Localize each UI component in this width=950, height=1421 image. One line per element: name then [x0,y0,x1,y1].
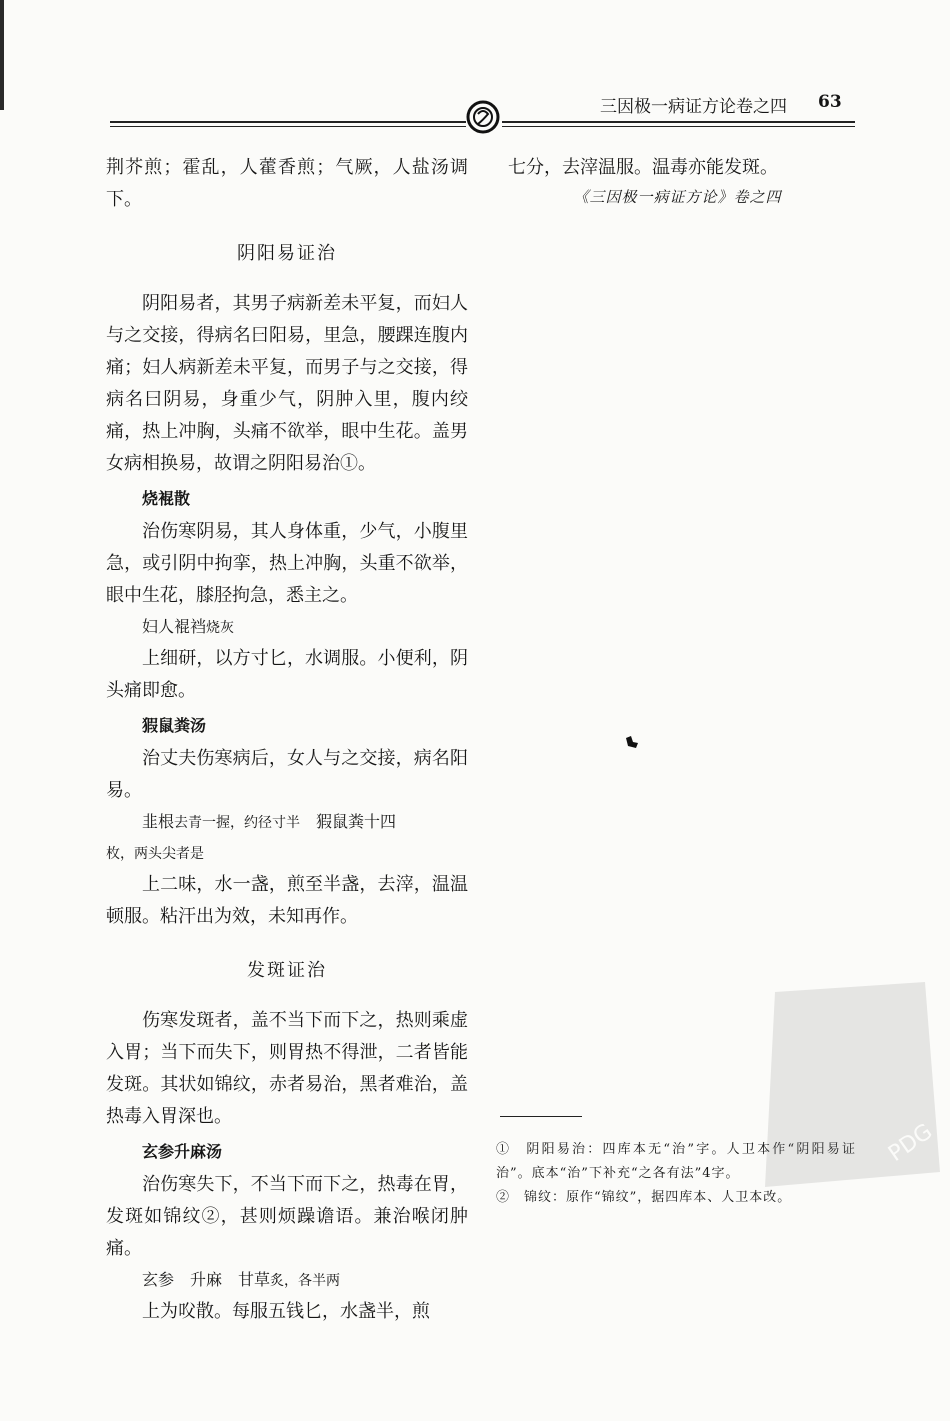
continuation-text: 荆芥煎；霍乱，人藿香煎；气厥，人盐汤调下。 [106,157,468,210]
ingredient-name: 妇人裩裆 [142,617,207,636]
ingredient-note: 去青一握，约径寸半 [174,815,301,831]
scan-edge [0,0,4,110]
footnote-divider [500,1116,582,1117]
ink-blot-icon [624,734,640,750]
section-title-faban: 发斑证治 [247,960,327,981]
header-rule-left [110,121,466,123]
library-watermark [745,972,945,1192]
continuation-text-right: 七分，去滓温服。温毒亦能发斑。 [508,157,778,178]
ingredient-name: 猳鼠粪十四 [316,812,397,831]
prescription-title-1: 烧裩散 [142,489,191,508]
ingredient-list-2 [106,807,468,869]
section-body-yinyang: 阴阳易者，其男子病新差未平复，而妇人与之交接，得病名曰阳易，里急，腰踝连腹内痛；妇人病新差未平复，而男子与之交接，得病名曰阴易，身重少气，阴肿入里，腹内绞痛，热上冲胸，头痛不欲举，眼中生花。盖男女病相换易，故谓之阴阳易治①。 [106,293,468,474]
prescription-indication-3: 治伤寒失下，不当下而下之，热毒在胃，发斑如锦纹②，甚则烦躁谵语。兼治喉闭肿痛。 [106,1174,468,1259]
ingredient-list-1 [106,612,468,643]
section-title-yinyang: 阴阳易证治 [237,243,337,264]
ingredient-note: 炙，各半两 [270,1273,341,1289]
ingredient-note: 烧灰 [206,620,235,636]
prescription-method-2: 上二味，水一盏，煎至半盏，去滓，温温顿服。粘汗出为效，未知再作。 [106,874,468,927]
page-header [110,90,855,130]
prescription-method-1: 上细研，以方寸匕，水调服。小便利，阴头痛即愈。 [106,648,468,701]
header-rule-right [502,121,855,123]
watermark-seal-icon [745,972,945,1192]
ingredient-name: 玄参 升麻 甘草 [142,1270,271,1289]
ingredient-list-3 [106,1265,468,1296]
footnote-2: ② 锦纹：原作“锦纹”，据四库本、人卫本改。 [496,1190,792,1205]
section-body-faban: 伤寒发斑者，盖不当下而下之，热则乘虚入胃；当下而失下，则胃热不得泄，二者皆能发斑。其状如锦纹，赤者易治，黑者难治，盖热毒入胃深也。 [106,1010,468,1127]
prescription-indication-2: 治丈夫伤寒病后，女人与之交接，病名阳易。 [106,748,468,801]
left-column [106,152,468,1328]
ink-mark [624,734,640,754]
footnote-1: ① 阴阳易治：四库本无“治”字。人卫本作“阴阳易证治”。底本“治”下补充“之各有法”4字。 [496,1142,856,1181]
page-number: 63 [818,92,842,112]
prescription-indication-1: 治伤寒阴易，其人身体重，少气，小腹里急，或引阴中拘挛，热上冲胸，头重不欲举，眼中生花，膝胫拘急，悉主之。 [106,521,468,606]
header-rule-left-thin [110,126,466,127]
header-rule-right-thin [502,126,855,127]
watermark-text: PDG [884,1119,938,1167]
running-title: 三因极一病证方论卷之四 [600,97,787,117]
volume-end-marker: 《三因极一病证方论》卷之四 [573,188,782,206]
publisher-logo-icon [466,100,500,134]
right-column [500,152,855,210]
ingredient-name: 韭根 [142,812,175,831]
prescription-title-2: 猳鼠粪汤 [142,716,207,735]
prescription-method-3: 上为㕮散。每服五钱匕，水盏半，煎 [142,1301,430,1322]
prescription-title-3: 玄参升麻汤 [142,1142,223,1161]
ingredient-note: 枚，两头尖者是 [106,846,204,862]
